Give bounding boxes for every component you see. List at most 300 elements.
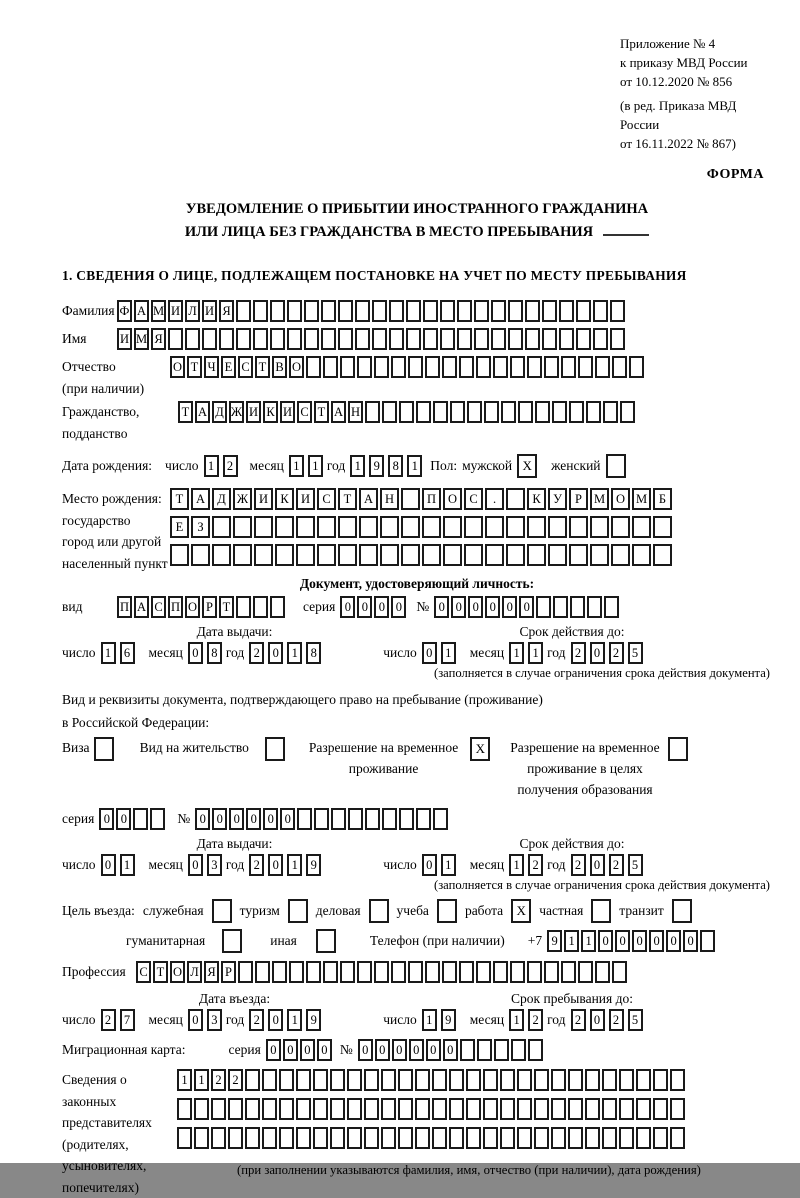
char-cell[interactable] bbox=[233, 516, 252, 538]
char-cell[interactable] bbox=[289, 961, 304, 983]
char-cell[interactable] bbox=[374, 961, 389, 983]
char-cell[interactable]: Т bbox=[314, 401, 329, 423]
char-cell[interactable]: Т bbox=[178, 401, 193, 423]
char-cell[interactable] bbox=[610, 328, 625, 350]
char-cell[interactable] bbox=[653, 1069, 668, 1091]
char-cell[interactable] bbox=[296, 516, 315, 538]
visa-checkbox[interactable] bbox=[94, 737, 114, 761]
char-cell[interactable] bbox=[372, 300, 387, 322]
char-cell[interactable] bbox=[150, 808, 165, 830]
char-cell[interactable] bbox=[460, 1039, 475, 1061]
char-cell[interactable] bbox=[548, 516, 567, 538]
char-cell[interactable]: 1 bbox=[308, 455, 323, 477]
char-cell[interactable] bbox=[534, 1069, 549, 1091]
char-cell[interactable] bbox=[330, 1069, 345, 1091]
char-cell[interactable] bbox=[416, 401, 431, 423]
char-cell[interactable] bbox=[443, 516, 462, 538]
char-cell[interactable]: Р bbox=[202, 596, 217, 618]
char-cell[interactable] bbox=[382, 401, 397, 423]
char-cell[interactable] bbox=[401, 488, 420, 510]
char-cell[interactable] bbox=[500, 1069, 515, 1091]
char-cell[interactable]: 0 bbox=[358, 1039, 373, 1061]
char-cell[interactable] bbox=[338, 516, 357, 538]
char-cell[interactable] bbox=[423, 300, 438, 322]
char-cell[interactable] bbox=[432, 1098, 447, 1120]
char-cell[interactable] bbox=[569, 401, 584, 423]
char-cell[interactable] bbox=[323, 356, 338, 378]
char-cell[interactable]: 3 bbox=[207, 1009, 222, 1031]
char-cell[interactable] bbox=[578, 356, 593, 378]
char-cell[interactable] bbox=[381, 1069, 396, 1091]
char-cell[interactable] bbox=[262, 1069, 277, 1091]
char-cell[interactable] bbox=[177, 1098, 192, 1120]
char-cell[interactable] bbox=[398, 1069, 413, 1091]
char-cell[interactable]: 0 bbox=[598, 930, 613, 952]
char-cell[interactable] bbox=[534, 1098, 549, 1120]
char-cell[interactable] bbox=[449, 1098, 464, 1120]
char-cell[interactable]: 0 bbox=[101, 854, 116, 876]
char-cell[interactable]: 0 bbox=[409, 1039, 424, 1061]
char-cell[interactable] bbox=[347, 1069, 362, 1091]
char-cell[interactable] bbox=[253, 596, 268, 618]
char-cell[interactable]: С bbox=[297, 401, 312, 423]
char-cell[interactable] bbox=[536, 596, 551, 618]
char-cell[interactable] bbox=[399, 808, 414, 830]
char-cell[interactable] bbox=[211, 1098, 226, 1120]
char-cell[interactable] bbox=[670, 1127, 685, 1149]
char-cell[interactable] bbox=[449, 1069, 464, 1091]
purpose-humanitarian-checkbox[interactable] bbox=[222, 929, 242, 953]
char-cell[interactable]: М bbox=[632, 488, 651, 510]
char-cell[interactable] bbox=[544, 961, 559, 983]
char-cell[interactable]: 0 bbox=[426, 1039, 441, 1061]
char-cell[interactable] bbox=[611, 516, 630, 538]
char-cell[interactable]: 2 bbox=[101, 1009, 116, 1031]
char-cell[interactable]: 1 bbox=[350, 455, 365, 477]
char-cell[interactable] bbox=[476, 356, 491, 378]
char-cell[interactable]: 0 bbox=[502, 596, 517, 618]
char-cell[interactable] bbox=[423, 328, 438, 350]
char-cell[interactable] bbox=[389, 328, 404, 350]
char-cell[interactable] bbox=[212, 516, 231, 538]
char-cell[interactable]: 2 bbox=[249, 642, 264, 664]
char-cell[interactable] bbox=[340, 356, 355, 378]
char-cell[interactable] bbox=[425, 961, 440, 983]
char-cell[interactable] bbox=[466, 1098, 481, 1120]
char-cell[interactable] bbox=[619, 1127, 634, 1149]
char-cell[interactable] bbox=[331, 808, 346, 830]
char-cell[interactable] bbox=[620, 401, 635, 423]
char-cell[interactable] bbox=[569, 516, 588, 538]
char-cell[interactable]: С bbox=[136, 961, 151, 983]
char-cell[interactable]: Р bbox=[569, 488, 588, 510]
char-cell[interactable]: Я bbox=[219, 300, 234, 322]
char-cell[interactable] bbox=[314, 808, 329, 830]
char-cell[interactable] bbox=[552, 401, 567, 423]
char-cell[interactable] bbox=[391, 961, 406, 983]
char-cell[interactable]: М bbox=[134, 328, 149, 350]
char-cell[interactable]: 0 bbox=[649, 930, 664, 952]
char-cell[interactable]: Е bbox=[221, 356, 236, 378]
char-cell[interactable] bbox=[602, 1069, 617, 1091]
char-cell[interactable] bbox=[466, 1069, 481, 1091]
char-cell[interactable] bbox=[338, 300, 353, 322]
char-cell[interactable] bbox=[357, 356, 372, 378]
char-cell[interactable] bbox=[425, 356, 440, 378]
char-cell[interactable] bbox=[474, 300, 489, 322]
char-cell[interactable] bbox=[551, 1069, 566, 1091]
char-cell[interactable] bbox=[422, 544, 441, 566]
char-cell[interactable]: О bbox=[611, 488, 630, 510]
char-cell[interactable]: К bbox=[275, 488, 294, 510]
char-cell[interactable]: 0 bbox=[615, 930, 630, 952]
char-cell[interactable] bbox=[603, 401, 618, 423]
char-cell[interactable]: 0 bbox=[188, 642, 203, 664]
char-cell[interactable] bbox=[629, 356, 644, 378]
female-checkbox[interactable] bbox=[606, 454, 626, 478]
char-cell[interactable]: Т bbox=[219, 596, 234, 618]
char-cell[interactable] bbox=[415, 1098, 430, 1120]
char-cell[interactable]: Н bbox=[380, 488, 399, 510]
char-cell[interactable]: 1 bbox=[177, 1069, 192, 1091]
char-cell[interactable] bbox=[236, 596, 251, 618]
char-cell[interactable]: И bbox=[280, 401, 295, 423]
char-cell[interactable] bbox=[485, 516, 504, 538]
char-cell[interactable]: И bbox=[202, 300, 217, 322]
char-cell[interactable]: В bbox=[272, 356, 287, 378]
char-cell[interactable]: 5 bbox=[628, 642, 643, 664]
char-cell[interactable] bbox=[212, 544, 231, 566]
char-cell[interactable]: Е bbox=[170, 516, 189, 538]
char-cell[interactable] bbox=[194, 1127, 209, 1149]
char-cell[interactable]: Т bbox=[338, 488, 357, 510]
char-cell[interactable] bbox=[296, 1069, 311, 1091]
char-cell[interactable] bbox=[510, 961, 525, 983]
char-cell[interactable]: П bbox=[117, 596, 132, 618]
char-cell[interactable]: 0 bbox=[246, 808, 261, 830]
char-cell[interactable] bbox=[287, 328, 302, 350]
char-cell[interactable] bbox=[406, 300, 421, 322]
char-cell[interactable]: 1 bbox=[289, 455, 304, 477]
char-cell[interactable]: А bbox=[359, 488, 378, 510]
char-cell[interactable] bbox=[365, 401, 380, 423]
char-cell[interactable]: 0 bbox=[422, 854, 437, 876]
char-cell[interactable] bbox=[330, 1098, 345, 1120]
char-cell[interactable]: 0 bbox=[268, 1009, 283, 1031]
char-cell[interactable]: И bbox=[246, 401, 261, 423]
char-cell[interactable] bbox=[525, 328, 540, 350]
char-cell[interactable]: 1 bbox=[564, 930, 579, 952]
char-cell[interactable]: 2 bbox=[211, 1069, 226, 1091]
char-cell[interactable] bbox=[595, 356, 610, 378]
char-cell[interactable]: 1 bbox=[407, 455, 422, 477]
char-cell[interactable]: Т bbox=[255, 356, 270, 378]
char-cell[interactable] bbox=[510, 356, 525, 378]
char-cell[interactable]: 8 bbox=[207, 642, 222, 664]
char-cell[interactable] bbox=[321, 328, 336, 350]
char-cell[interactable]: О bbox=[185, 596, 200, 618]
char-cell[interactable]: Л bbox=[187, 961, 202, 983]
char-cell[interactable] bbox=[602, 1127, 617, 1149]
char-cell[interactable]: 0 bbox=[283, 1039, 298, 1061]
char-cell[interactable]: 0 bbox=[632, 930, 647, 952]
char-cell[interactable]: Ж bbox=[233, 488, 252, 510]
char-cell[interactable] bbox=[602, 1098, 617, 1120]
char-cell[interactable]: 1 bbox=[422, 1009, 437, 1031]
char-cell[interactable] bbox=[517, 1098, 532, 1120]
char-cell[interactable] bbox=[433, 401, 448, 423]
char-cell[interactable] bbox=[636, 1098, 651, 1120]
char-cell[interactable] bbox=[590, 544, 609, 566]
char-cell[interactable] bbox=[313, 1127, 328, 1149]
char-cell[interactable] bbox=[296, 544, 315, 566]
char-cell[interactable]: 8 bbox=[306, 642, 321, 664]
char-cell[interactable]: 2 bbox=[223, 455, 238, 477]
char-cell[interactable]: 9 bbox=[547, 930, 562, 952]
char-cell[interactable] bbox=[485, 544, 504, 566]
char-cell[interactable] bbox=[612, 356, 627, 378]
char-cell[interactable] bbox=[653, 544, 672, 566]
char-cell[interactable] bbox=[313, 1098, 328, 1120]
char-cell[interactable] bbox=[636, 1069, 651, 1091]
char-cell[interactable]: О bbox=[289, 356, 304, 378]
char-cell[interactable]: 0 bbox=[434, 596, 449, 618]
char-cell[interactable] bbox=[586, 401, 601, 423]
char-cell[interactable] bbox=[399, 401, 414, 423]
char-cell[interactable] bbox=[457, 328, 472, 350]
char-cell[interactable] bbox=[506, 488, 525, 510]
char-cell[interactable] bbox=[559, 328, 574, 350]
char-cell[interactable] bbox=[670, 1069, 685, 1091]
char-cell[interactable]: 0 bbox=[317, 1039, 332, 1061]
char-cell[interactable]: К bbox=[527, 488, 546, 510]
char-cell[interactable] bbox=[518, 401, 533, 423]
char-cell[interactable] bbox=[357, 961, 372, 983]
char-cell[interactable]: Р bbox=[221, 961, 236, 983]
char-cell[interactable] bbox=[177, 1127, 192, 1149]
char-cell[interactable] bbox=[338, 544, 357, 566]
char-cell[interactable]: 0 bbox=[188, 854, 203, 876]
char-cell[interactable] bbox=[272, 961, 287, 983]
char-cell[interactable] bbox=[433, 808, 448, 830]
char-cell[interactable] bbox=[304, 300, 319, 322]
char-cell[interactable]: Б bbox=[653, 488, 672, 510]
char-cell[interactable]: 8 bbox=[388, 455, 403, 477]
char-cell[interactable]: О bbox=[170, 961, 185, 983]
char-cell[interactable] bbox=[347, 1127, 362, 1149]
char-cell[interactable] bbox=[517, 1127, 532, 1149]
char-cell[interactable]: А bbox=[331, 401, 346, 423]
char-cell[interactable] bbox=[355, 328, 370, 350]
char-cell[interactable]: Д bbox=[212, 401, 227, 423]
char-cell[interactable] bbox=[604, 596, 619, 618]
char-cell[interactable]: 1 bbox=[204, 455, 219, 477]
char-cell[interactable]: 2 bbox=[528, 1009, 543, 1031]
purpose-official-checkbox[interactable] bbox=[212, 899, 232, 923]
purpose-tourism-checkbox[interactable] bbox=[288, 899, 308, 923]
char-cell[interactable] bbox=[569, 544, 588, 566]
purpose-other-checkbox[interactable] bbox=[316, 929, 336, 953]
char-cell[interactable] bbox=[194, 1098, 209, 1120]
char-cell[interactable] bbox=[551, 1098, 566, 1120]
char-cell[interactable] bbox=[270, 328, 285, 350]
char-cell[interactable] bbox=[275, 516, 294, 538]
char-cell[interactable] bbox=[464, 516, 483, 538]
char-cell[interactable] bbox=[254, 544, 273, 566]
char-cell[interactable]: 2 bbox=[249, 854, 264, 876]
char-cell[interactable] bbox=[483, 1127, 498, 1149]
char-cell[interactable] bbox=[494, 1039, 509, 1061]
char-cell[interactable] bbox=[255, 961, 270, 983]
char-cell[interactable] bbox=[450, 401, 465, 423]
char-cell[interactable]: Ф bbox=[117, 300, 132, 322]
char-cell[interactable] bbox=[296, 1098, 311, 1120]
char-cell[interactable] bbox=[467, 401, 482, 423]
char-cell[interactable] bbox=[542, 328, 557, 350]
char-cell[interactable] bbox=[576, 328, 591, 350]
char-cell[interactable]: Я bbox=[151, 328, 166, 350]
char-cell[interactable]: 6 bbox=[120, 642, 135, 664]
char-cell[interactable] bbox=[432, 1069, 447, 1091]
char-cell[interactable] bbox=[553, 596, 568, 618]
char-cell[interactable] bbox=[464, 544, 483, 566]
char-cell[interactable] bbox=[619, 1098, 634, 1120]
char-cell[interactable]: 9 bbox=[441, 1009, 456, 1031]
char-cell[interactable] bbox=[364, 1069, 379, 1091]
char-cell[interactable]: И bbox=[296, 488, 315, 510]
char-cell[interactable]: 0 bbox=[590, 854, 605, 876]
char-cell[interactable] bbox=[527, 516, 546, 538]
temp-residence-edu-checkbox[interactable] bbox=[668, 737, 688, 761]
char-cell[interactable]: О bbox=[170, 356, 185, 378]
char-cell[interactable] bbox=[568, 1098, 583, 1120]
char-cell[interactable]: 0 bbox=[666, 930, 681, 952]
char-cell[interactable] bbox=[491, 300, 506, 322]
char-cell[interactable] bbox=[279, 1127, 294, 1149]
char-cell[interactable]: 2 bbox=[571, 854, 586, 876]
char-cell[interactable]: 0 bbox=[590, 642, 605, 664]
char-cell[interactable]: 0 bbox=[357, 596, 372, 618]
char-cell[interactable]: 0 bbox=[268, 642, 283, 664]
char-cell[interactable] bbox=[211, 1127, 226, 1149]
char-cell[interactable] bbox=[380, 544, 399, 566]
char-cell[interactable]: 1 bbox=[441, 854, 456, 876]
char-cell[interactable]: . bbox=[485, 488, 504, 510]
residence-permit-checkbox[interactable] bbox=[265, 737, 285, 761]
char-cell[interactable] bbox=[415, 1127, 430, 1149]
char-cell[interactable] bbox=[317, 516, 336, 538]
char-cell[interactable]: 0 bbox=[392, 1039, 407, 1061]
char-cell[interactable]: 2 bbox=[609, 854, 624, 876]
char-cell[interactable] bbox=[382, 808, 397, 830]
char-cell[interactable]: Д bbox=[212, 488, 231, 510]
char-cell[interactable]: 2 bbox=[609, 1009, 624, 1031]
purpose-study-checkbox[interactable] bbox=[437, 899, 457, 923]
char-cell[interactable] bbox=[381, 1098, 396, 1120]
char-cell[interactable]: 1 bbox=[528, 642, 543, 664]
char-cell[interactable] bbox=[483, 1098, 498, 1120]
char-cell[interactable] bbox=[245, 1098, 260, 1120]
char-cell[interactable]: 0 bbox=[116, 808, 131, 830]
purpose-business-checkbox[interactable] bbox=[369, 899, 389, 923]
char-cell[interactable] bbox=[236, 328, 251, 350]
char-cell[interactable] bbox=[501, 401, 516, 423]
char-cell[interactable]: С bbox=[317, 488, 336, 510]
char-cell[interactable] bbox=[296, 1127, 311, 1149]
char-cell[interactable]: 1 bbox=[101, 642, 116, 664]
char-cell[interactable] bbox=[477, 1039, 492, 1061]
char-cell[interactable] bbox=[653, 516, 672, 538]
char-cell[interactable] bbox=[493, 356, 508, 378]
char-cell[interactable] bbox=[570, 596, 585, 618]
char-cell[interactable] bbox=[228, 1127, 243, 1149]
char-cell[interactable] bbox=[422, 516, 441, 538]
char-cell[interactable]: 0 bbox=[422, 642, 437, 664]
char-cell[interactable] bbox=[317, 544, 336, 566]
char-cell[interactable] bbox=[389, 300, 404, 322]
char-cell[interactable] bbox=[432, 1127, 447, 1149]
char-cell[interactable]: 0 bbox=[443, 1039, 458, 1061]
char-cell[interactable]: Ч bbox=[204, 356, 219, 378]
char-cell[interactable] bbox=[517, 1069, 532, 1091]
char-cell[interactable] bbox=[585, 1069, 600, 1091]
char-cell[interactable]: 5 bbox=[628, 1009, 643, 1031]
char-cell[interactable] bbox=[401, 516, 420, 538]
char-cell[interactable]: 0 bbox=[280, 808, 295, 830]
char-cell[interactable] bbox=[611, 544, 630, 566]
char-cell[interactable] bbox=[568, 1069, 583, 1091]
char-cell[interactable]: 1 bbox=[441, 642, 456, 664]
char-cell[interactable]: 2 bbox=[571, 642, 586, 664]
char-cell[interactable]: О bbox=[443, 488, 462, 510]
char-cell[interactable] bbox=[551, 1127, 566, 1149]
char-cell[interactable]: 0 bbox=[266, 1039, 281, 1061]
char-cell[interactable]: И bbox=[168, 300, 183, 322]
char-cell[interactable] bbox=[372, 328, 387, 350]
char-cell[interactable] bbox=[391, 356, 406, 378]
char-cell[interactable]: 7 bbox=[120, 1009, 135, 1031]
char-cell[interactable]: 0 bbox=[268, 854, 283, 876]
char-cell[interactable] bbox=[306, 961, 321, 983]
char-cell[interactable]: С bbox=[151, 596, 166, 618]
char-cell[interactable]: 3 bbox=[207, 854, 222, 876]
char-cell[interactable] bbox=[670, 1098, 685, 1120]
char-cell[interactable] bbox=[527, 961, 542, 983]
char-cell[interactable]: 1 bbox=[509, 1009, 524, 1031]
char-cell[interactable]: 1 bbox=[120, 854, 135, 876]
char-cell[interactable]: Н bbox=[348, 401, 363, 423]
char-cell[interactable] bbox=[406, 328, 421, 350]
char-cell[interactable]: 0 bbox=[340, 596, 355, 618]
char-cell[interactable] bbox=[279, 1069, 294, 1091]
char-cell[interactable] bbox=[338, 328, 353, 350]
char-cell[interactable]: 2 bbox=[228, 1069, 243, 1091]
char-cell[interactable] bbox=[364, 1127, 379, 1149]
char-cell[interactable] bbox=[364, 1098, 379, 1120]
char-cell[interactable] bbox=[508, 300, 523, 322]
char-cell[interactable] bbox=[506, 544, 525, 566]
char-cell[interactable] bbox=[297, 808, 312, 830]
char-cell[interactable] bbox=[527, 356, 542, 378]
char-cell[interactable] bbox=[304, 328, 319, 350]
char-cell[interactable]: 0 bbox=[519, 596, 534, 618]
char-cell[interactable] bbox=[262, 1127, 277, 1149]
char-cell[interactable] bbox=[398, 1127, 413, 1149]
char-cell[interactable] bbox=[585, 1098, 600, 1120]
char-cell[interactable] bbox=[459, 356, 474, 378]
char-cell[interactable] bbox=[508, 328, 523, 350]
char-cell[interactable] bbox=[466, 1127, 481, 1149]
